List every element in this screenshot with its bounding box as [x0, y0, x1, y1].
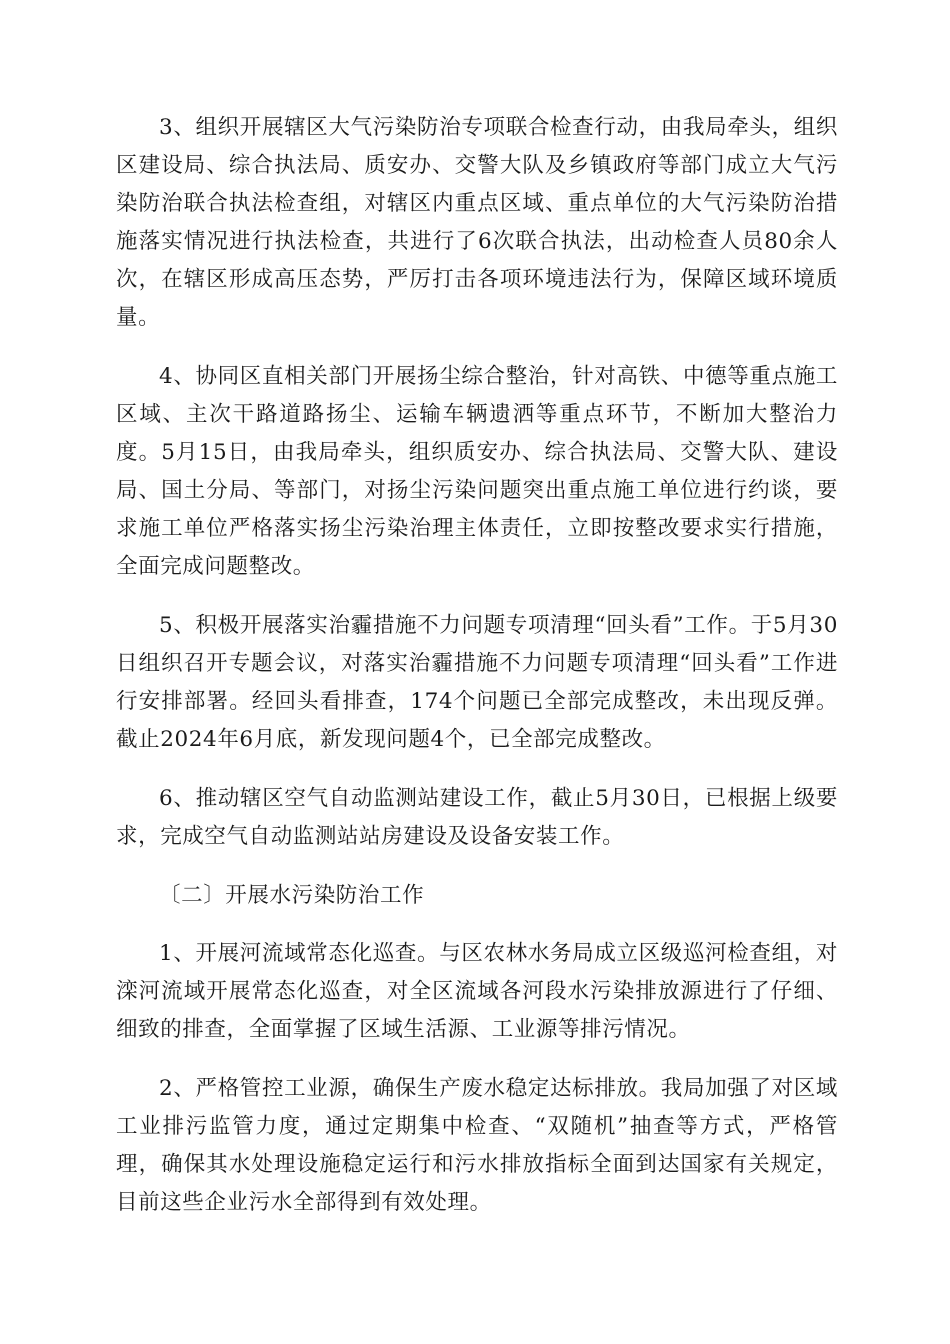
paragraph-3-air-inspection: 3、组织开展辖区大气污染防治专项联合检查行动，由我局牵头，组织区建设局、综合执法局、质安办、交警大队及乡镇政府等部门成立大气污染防治联合执法检查组，对辖区内重点区域、重点单位的大气污染防治措施落实情况进行执法检查，共进行了6次联合执法，出动检查人员80余人次，在辖区形成高压态势，严厉打击各项环境违法行为，保障区域环境质量。	[116, 115, 838, 330]
section-heading-water-pollution: 〔二〕开展水污染防治工作	[159, 883, 425, 908]
paragraph-4-dust-control: 4、协同区直相关部门开展扬尘综合整治，针对高铁、中德等重点施工区域、主次干路道路扬尘、运输车辆遗洒等重点环节，不断加大整治力度。5月15日，由我局牵头，组织质安办、综合执法局、交警大队、建设局、国土分局、等部门，对扬尘污染问题突出重点施工单位进行约谈，要求施工单位严格落实扬尘污染治理主体责任，立即按整改要求实行措施，全面完成问题整改。	[116, 364, 838, 579]
paragraph-5-haze-review: 5、积极开展落实治霾措施不力问题专项清理“回头看”工作。于5月30日组织召开专题会议，对落实治霾措施不力问题专项清理“回头看”工作进行安排部署。经回头看排查，174个问题已全部完成整改，未出现反弹。截止2024年6月底，新发现问题4个，已全部完成整改。	[116, 613, 838, 752]
paragraph-6-monitoring-station: 6、推动辖区空气自动监测站建设工作，截止5月30日，已根据上级要求，完成空气自动监测站站房建设及设备安装工作。	[116, 786, 838, 849]
paragraph-2-industrial-source: 2、严格管控工业源，确保生产废水稳定达标排放。我局加强了对区域工业排污监管力度，通过定期集中检查、“双随机”抽查等方式，严格管理，确保其水处理设施稳定运行和污水排放指标全面到达国家有关规定，目前这些企业污水全部得到有效处理。	[116, 1076, 838, 1215]
document-page	[116, 109, 838, 1243]
paragraph-1-river-patrol: 1、开展河流域常态化巡查。与区农林水务局成立区级巡河检查组，对滦河流域开展常态化巡查，对全区流域各河段水污染排放源进行了仔细、细致的排查，全面掌握了区域生活源、工业源等排污情况。	[116, 941, 838, 1042]
